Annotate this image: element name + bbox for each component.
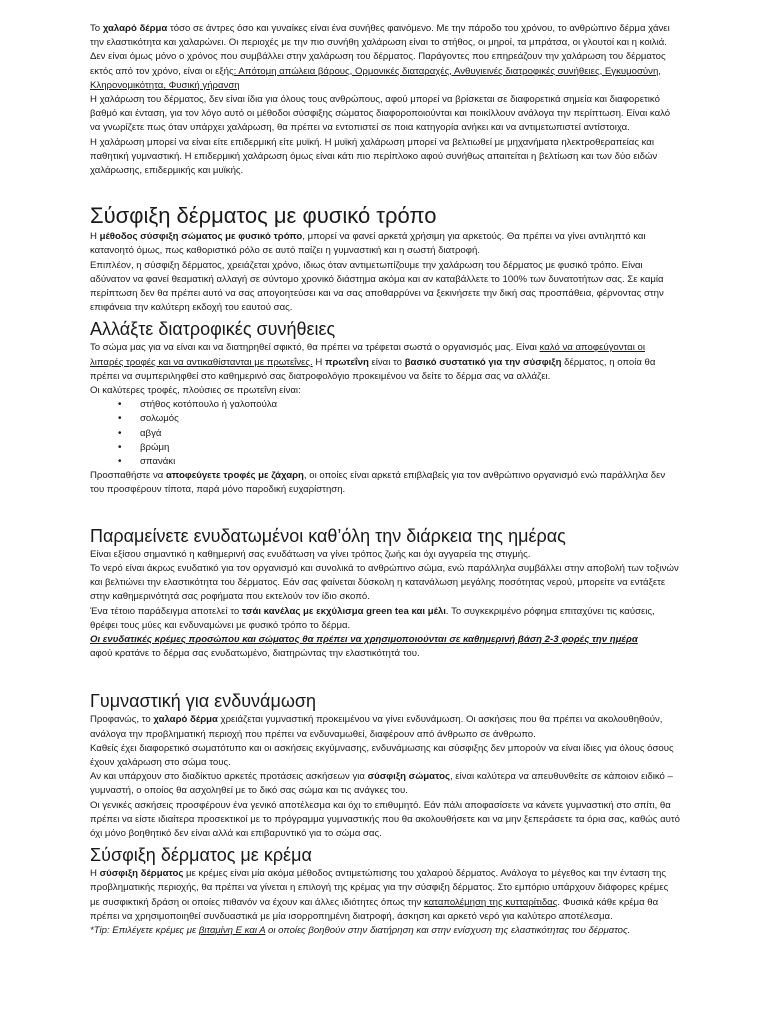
text-run: Αν και υπάρχουν στο διαδίκτυο αρκετές προτάσεις ασκήσεων για	[90, 771, 368, 783]
list-item: • στήθος κοτόπουλο ή γαλοπούλα	[140, 398, 680, 412]
text-run: , οι οποίες είναι αρκετά επιβλαβείς για τον ανθρώπινο οργανισμό ενώ παράλληλα δεν του προσφέρουν τίποτα, παρά μόνο παροδική ευχαρίστηση.	[90, 470, 666, 496]
hydration-paragraph-1: Είναι εξίσου σημαντικό η καθημερινή σας ενυδάτωση να γίνει τρόπος ζωής και όχι αγγαρεία της στιγμής.	[90, 548, 531, 560]
section-title-diet: Αλλάξτε διατροφικές συνήθειες	[90, 319, 336, 340]
exercise-paragraph-1	[90, 713, 680, 741]
natural-paragraph-1	[90, 230, 680, 258]
cream-tip	[90, 924, 680, 938]
text-run: Η	[312, 356, 325, 368]
diet-paragraph-3	[90, 469, 680, 497]
exercise-paragraph-3	[90, 770, 680, 798]
text-run: , μπορεί να φανεί αρκετά χρήσιμη για αρκετούς. Θα πρέπει να γίνει αντιληπτό και κατανοητό όμως, πως καθοριστικό ρόλο σε αυτό παίζει η γυμναστική και η σωστή διατροφή.	[90, 231, 646, 257]
hydration-paragraph-2: Το νερό είναι άκρως ενυδατικό για τον οργανισμό και συνολικά το ανθρώπινο σώμα, ενώ παράλληλα συμβάλλει στην αποβολή των τοξινών και βελτιώνει την ελαστικότητα του δέρματος. Εάν σας φαίνεται δύσκολη η κατανάλωση μεγάλης ποσότητας νερού, μπορείτε να εντάξετε στην καθημερινότητά σας ροφήματα που εκτελούν τον ίδιο σκοπό.	[90, 562, 679, 603]
bold-term: σύσφιξη δέρματος	[99, 868, 184, 880]
intro-paragraph-3: Η χαλάρωση μπορεί να είναι είτε επιδερμική είτε μυϊκή. Η μυϊκή χαλάρωση μπορεί να βελτιωθεί με μηχανήματα ηλεκτροθεραπείας και παθητική γυμναστική. Η επιδερμική χαλάρωση όμως είναι κάτι πιο περίπλοκο αφού συνήθως απαιτείται η βελτίωση και των δύο ειδών χαλάρωσης, επιδερμικής και μυϊκής.	[90, 136, 658, 177]
bold-term: βασικό συστατικό για την σύσφιξη	[404, 356, 562, 368]
section-title-exercise: Γυμναστική για ενδυνάμωση	[90, 691, 317, 712]
diet-paragraph-1	[90, 341, 680, 384]
text-run: . Το συγκεκριμένο ρόφημα επιταχύνει τις καύσεις, θρέφει τους μύες και ενδυναμώνει με φυσικό τρόπο το δέρμα.	[90, 605, 655, 631]
text-run: είναι το	[368, 356, 405, 368]
protein-foods-list	[90, 398, 680, 469]
text-run: Το σώμα μας για να είναι και να διατηρηθεί σφικτό, θα πρέπει να τρέφεται σωστά ο οργανισμός μας. Είναι	[90, 342, 540, 354]
intro-paragraph-1	[90, 22, 680, 93]
exercise-paragraph-2: Καθείς έχει διαφορετικό σωματότυπο και οι ασκήσεις εκγύμνασης, ενδυνάμωσης και σύσφιξης δεν μπορούν να είναι ίδιες για όλους όσους έχουν χαλάρωση στο σώμα τους.	[90, 742, 674, 768]
fatty-foods-link[interactable]: καλό να αποφεύγονται οι λιπαρές τροφές και να αντικαθίστανται με πρωτεΐνες.	[90, 342, 645, 368]
factors-link[interactable]: : Απότομη απώλεια βάρους, Ορμονικές διαταραχές, Ανθυγιεινές διατροφικές συνήθειες, Εγκυμοσύνη, Κληρονομικότητα, Φυσική γήρανση	[90, 65, 661, 91]
text-run: Το	[90, 23, 103, 34]
text-run: Προφανώς, το	[90, 714, 154, 726]
text-run: Ένα τέτοιο παράδειγμα αποτελεί το	[90, 605, 242, 617]
hydration-paragraph-4: Οι ενυδατικές κρέμες προσώπου και σώματος θα πρέπει να χρησιμοποιούνται σε καθημερινή βάση 2-3 φορές την ημέρα	[90, 633, 638, 645]
list-item: • σολωμός	[140, 412, 680, 426]
bold-term: χαλαρό δέρμα	[153, 714, 218, 726]
bold-term: σύσφιξη σώματος	[367, 771, 450, 783]
section-title-hydration: Παραμείνετε ενυδατωμένοι καθ’όλη την διάρκεια της ημέρας	[90, 525, 566, 546]
list-item: • βρώμη	[140, 441, 680, 455]
text-run: δέρματος, η οποία θα πρέπει να συμπεριληφθεί στο καθημερινό σας διατροφολόγιο προκειμένου να δείτε το δέρμα σας να αλλάζει.	[90, 356, 656, 382]
list-item: • αβγά	[140, 427, 680, 441]
section-title-cream: Σύσφιξη δέρματος με κρέμα	[90, 845, 312, 866]
bold-term: αποφεύγετε τροφές με ζάχαρη	[166, 470, 304, 482]
bold-term: πρωτεΐνη	[324, 356, 369, 368]
text-run: . Φυσικά κάθε κρέμα θα πρέπει να χρησιμοποιηθεί συνδυαστικά με μία ισορροπημένη διατροφή, άσκηση και αρκετό νερό για καλύτερο αποτέλεσμα.	[90, 896, 659, 922]
natural-paragraph-2: Επιπλέον, η σύσφιξη δέρματος, χρειάζεται χρόνο, ιδιως όταν αντιμετωπίζουμε την χαλάρωση του δέρματος με φυσικό τρόπο. Είναι αδύνατον να φανεί θεαματική αλλαγή σε σύντομο χρονικό διάστημα ακόμα και αν καταβάλλετε το 100% των δυνατοτήτων σας. Σε καμία περίπτωση δεν θα πρέπει αυτό να σας απογοητεύσει και να σας αποθαρρύνει να ξεκινήσετε την δική σας προσπάθεια, φέρνοντας στην επιφάνεια την καλύτερη εκδοχή του εαυτού σας.	[90, 259, 664, 314]
text-run: Προσπαθήστε να	[90, 470, 167, 482]
vitamin-link[interactable]: βιταμίνη Ε και Α	[198, 924, 266, 936]
bold-term: χαλαρό δέρμα	[102, 23, 168, 34]
hydration-paragraph-5: αφού κρατάνε το δέρμα σας ενυδατωμένο, διατηρώντας την ελαστικότητά του.	[90, 648, 420, 660]
text-run: τόσο σε άντρες όσο και γυναίκες είναι ένα συνήθες φαινόμενο. Με την πάροδο του χρόνου, το ανθρώπινο δέρμα χάνει την ελαστικότητα και χαλαρώνει. Οι περιοχές με την πιο συνήθη χαλάρωση είναι το στήθος, οι μηροί, τα μπράτσα, οι γλουτοί και η κοιλιά. Δεν είναι όμως μόνο ο χρόνος που συμβάλλει στην χαλάρωση του δέρματος. Παράγοντες που επηρεάζουν την χαλάρωση του δέρματος εκτός από τον χρόνο, είναι οι εξής	[90, 23, 670, 77]
cream-paragraph-1	[90, 867, 680, 924]
text-run: με κρέμες είναι μία ακόμα μέθοδος αντιμετώπισης του χαλαρού δέρματος. Ανάλογα το μέγεθος και την ένταση της προβληματικής περιοχής, θα πρέπει να γίνεται η επιλογή της κρέμας για την σύσφιξη δέρματος. Στο εμπόριο υπάρχουν διάφορες κρέμες με συσφικτική δράση οι οποίες πιθανόν να έχουν και άλλες ιδιότητες όπως την	[90, 868, 669, 908]
cellulite-link[interactable]: καταπολέμηση της κυτταρίτιδας	[423, 896, 558, 908]
text-run: χρειάζεται γυμναστική προκειμένου να γίνει ενδυνάμωση. Οι ασκήσεις που θα πρέπει να ακολουθηθούν, ανάλογα την προβληματική περιοχή που πρέπει να ενδυναμωθεί, διαφέρουν από άνθρωπο σε άνθρωπο.	[90, 714, 663, 740]
text-run: Η	[90, 231, 100, 243]
exercise-paragraph-4: Οι γενικές ασκήσεις προσφέρουν ένα γενικό αποτέλεσμα και όχι το επιθυμητό. Εάν πάλι αποφασίσετε να κάνετε γυμναστική στο σπίτι, θα πρέπει να είστε ιδιαίτερα προσεκτικοί με το πρόγραμμα γυμναστικής που θα ακολουθήσετε και να μην ξεπεράσετε τα όρια σας, καθώς αυτό όχι μόνο βοηθητικό δεν είναι αλλά και επιβαρυντικό για το σώμα σας.	[90, 799, 680, 839]
text-run: , είναι καλύτερα να απευθυνθείτε σε κάποιον ειδικό – γυμναστή, ο οποίος θα ασχοληθεί με το δικό σας σώμα και τις ανάγκες του.	[90, 771, 673, 797]
intro-paragraph-2: Η χαλάρωση του δέρματος, δεν είναι ίδια για όλους τους ανθρώπους, αφού μπορεί να βρίσκεται σε διαφορετικά σημεία και διαφορετικό βαθμό και ένταση, για τον λόγο αυτό οι μέθοδοι σύσφιξης σώματος διαφοροποιούνται και ποικίλλουν ανάλογα την περίπτωση. Είναι καλό να γνωρίζετε πως όταν υπάρχει χαλάρωση, θα πρέπει να εντοπιστεί σε ποια κατηγορία ανήκει και να αντιμετωπιστεί αντίστοιχα.	[90, 94, 671, 134]
hydration-paragraph-3	[90, 605, 680, 633]
text-run: οι οποίες βοηθούν στην διατήρηση και στην ενίσχυση της ελαστικότητας του δέρματος.	[265, 924, 631, 936]
bold-term: μέθοδος σύσφιξη σώματος με φυσικό τρόπο	[99, 231, 303, 243]
text-run: *Tip: Επιλέγετε κρέμες με	[90, 924, 199, 936]
list-item: • σπανάκι	[140, 455, 680, 469]
diet-paragraph-2: Οι καλύτερες τροφές, πλούσιες σε πρωτεΐνη είναι:	[90, 385, 301, 397]
text-run: Η	[90, 868, 100, 880]
section-title-natural: Σύσφιξη δέρματος με φυσικό τρόπο	[90, 203, 437, 229]
bold-term: τσάι κανέλας με εκχύλισμα green tea και μέλι	[241, 605, 446, 617]
